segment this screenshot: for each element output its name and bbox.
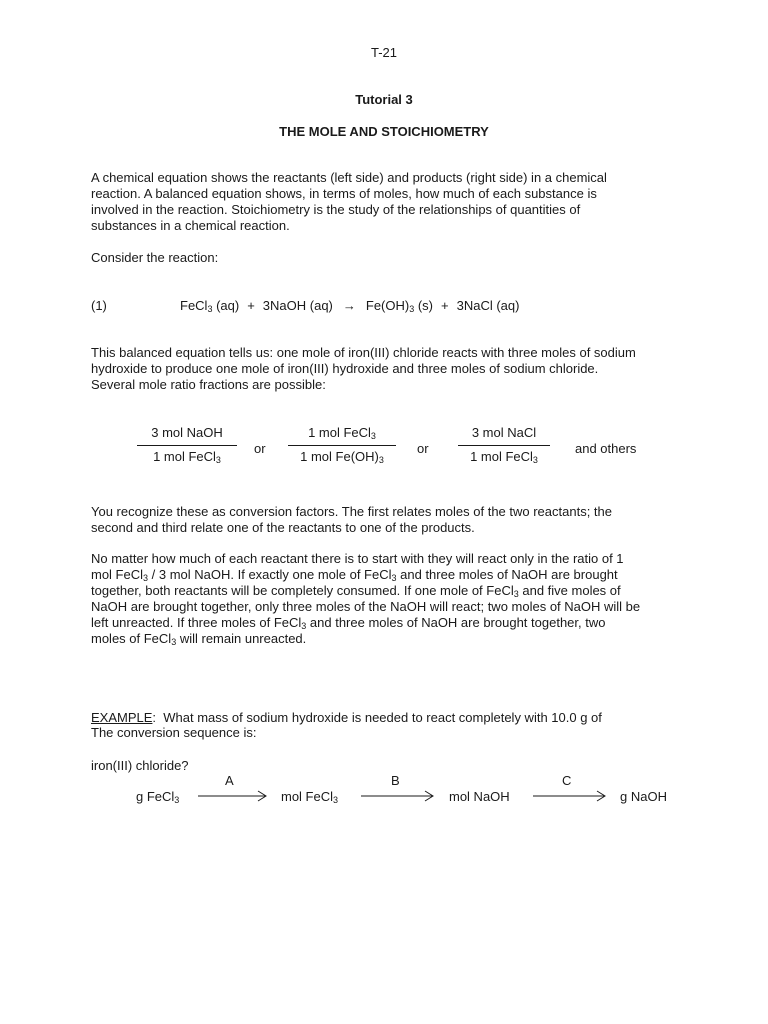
consider-text: Consider the reaction: <box>91 250 219 265</box>
intro-paragraph <box>91 170 681 234</box>
product-nacl: 3NaCl (aq) <box>456 298 520 313</box>
sequence-intro: The conversion sequence is: <box>91 725 257 740</box>
intro-line: substances in a chemical reaction. <box>91 218 290 233</box>
fraction-denominator: 1 mol FeCl$_3$ <box>470 449 538 465</box>
plus-sign: + <box>247 298 255 313</box>
step-label-b: B <box>391 773 400 788</box>
chemical-equation <box>180 298 519 313</box>
sequence-mol-fecl3: mol FeCl$_3$ <box>281 789 339 805</box>
equation-number: (1) <box>91 298 107 313</box>
page-title: THE MOLE AND STOICHIOMETRY <box>279 124 489 139</box>
sequence-g-fecl3: g FeCl$_3$ <box>136 789 180 805</box>
step-label-a: A <box>225 773 234 788</box>
ratio-paragraph <box>91 551 681 647</box>
conversion-line: second and third relate one of the reactants to one of the products. <box>91 520 475 535</box>
conversion-line: You recognize these as conversion factors. The first relates moles of the two reactants; the <box>91 504 612 519</box>
sequence-g-naoh: g NaOH <box>620 789 667 804</box>
ratio-fraction-3 <box>458 425 550 467</box>
ratio-line: left unreacted. If three moles of FeCl$_3$ and three moles of NaOH are brought together, two <box>91 615 606 631</box>
reactant-fecl3: FeCl$_3$ (aq) <box>180 298 240 314</box>
ratio-line: moles of FeCl$_3$ will remain unreacted. <box>91 631 307 647</box>
fraction-bar <box>288 445 396 446</box>
fraction-numerator: 3 mol NaCl <box>471 425 537 440</box>
plus-sign: + <box>441 298 449 313</box>
balanced-line: This balanced equation tells us: one mole of iron(III) chloride reacts with three moles of sodium <box>91 345 636 360</box>
or-text: or <box>417 441 429 456</box>
arrow-right-icon <box>361 790 435 802</box>
intro-line: involved in the reaction. Stoichiometry is the study of the relationships of quantities of <box>91 202 581 217</box>
or-text: or <box>254 441 266 456</box>
arrow-right-icon <box>198 790 268 802</box>
fraction-numerator: 1 mol FeCl$_3$ <box>308 425 376 441</box>
sequence-mol-naoh: mol NaOH <box>449 789 510 804</box>
reactant-naoh: 3NaOH (aq) <box>262 298 333 313</box>
ratio-fraction-1 <box>137 425 237 467</box>
intro-line: reaction. A balanced equation shows, in terms of moles, how much of each substance is <box>91 186 597 201</box>
reaction-arrow-icon: → <box>342 298 356 313</box>
example-line: iron(III) chloride? <box>91 758 189 773</box>
fraction-bar <box>137 445 237 446</box>
fraction-numerator: 3 mol NaOH <box>151 425 223 440</box>
balanced-line: hydroxide to produce one mole of iron(III) hydroxide and three moles of sodium chloride. <box>91 361 599 376</box>
fraction-denominator: 1 mol $Fe(OH)_3$ <box>300 449 384 465</box>
fraction-denominator: 1 mol FeCl$_3$ <box>153 449 221 465</box>
conversion-factors-paragraph <box>91 504 681 536</box>
ratio-line: NaOH are brought together, only three moles of the NaOH will react; two moles of NaOH will be <box>91 599 641 614</box>
example-line: EXAMPLE: What mass of sodium hydroxide is needed to react completely with 10.0 g of <box>91 710 602 725</box>
ratio-line: mol FeCl$_3$ / 3 mol NaOH. If exactly one mole of FeCl$_3$ and three moles of NaOH are brought <box>91 567 618 583</box>
ratio-line: together, both reactants will be completely consumed. If one mole of FeCl$_3$ and five moles of <box>91 583 621 599</box>
ratio-line: No matter how much of each reactant there is to start with they will react only in the ratio of 1 <box>91 551 624 566</box>
fraction-bar <box>458 445 550 446</box>
arrow-right-icon <box>533 790 607 802</box>
example-label: EXAMPLE <box>91 710 153 725</box>
product-feoh3: $Fe(OH)_3$ (s) <box>365 298 434 314</box>
and-others-text: and others <box>575 441 637 456</box>
page-number: T-21 <box>370 45 397 60</box>
balanced-line: Several mole ratio fractions are possible: <box>91 377 326 392</box>
tutorial-label: Tutorial 3 <box>355 92 413 107</box>
step-label-c: C <box>562 773 572 788</box>
ratio-fraction-2 <box>288 425 396 467</box>
intro-line: A chemical equation shows the reactants (left side) and products (right side) in a chemical <box>91 170 607 185</box>
balanced-paragraph <box>91 345 681 393</box>
